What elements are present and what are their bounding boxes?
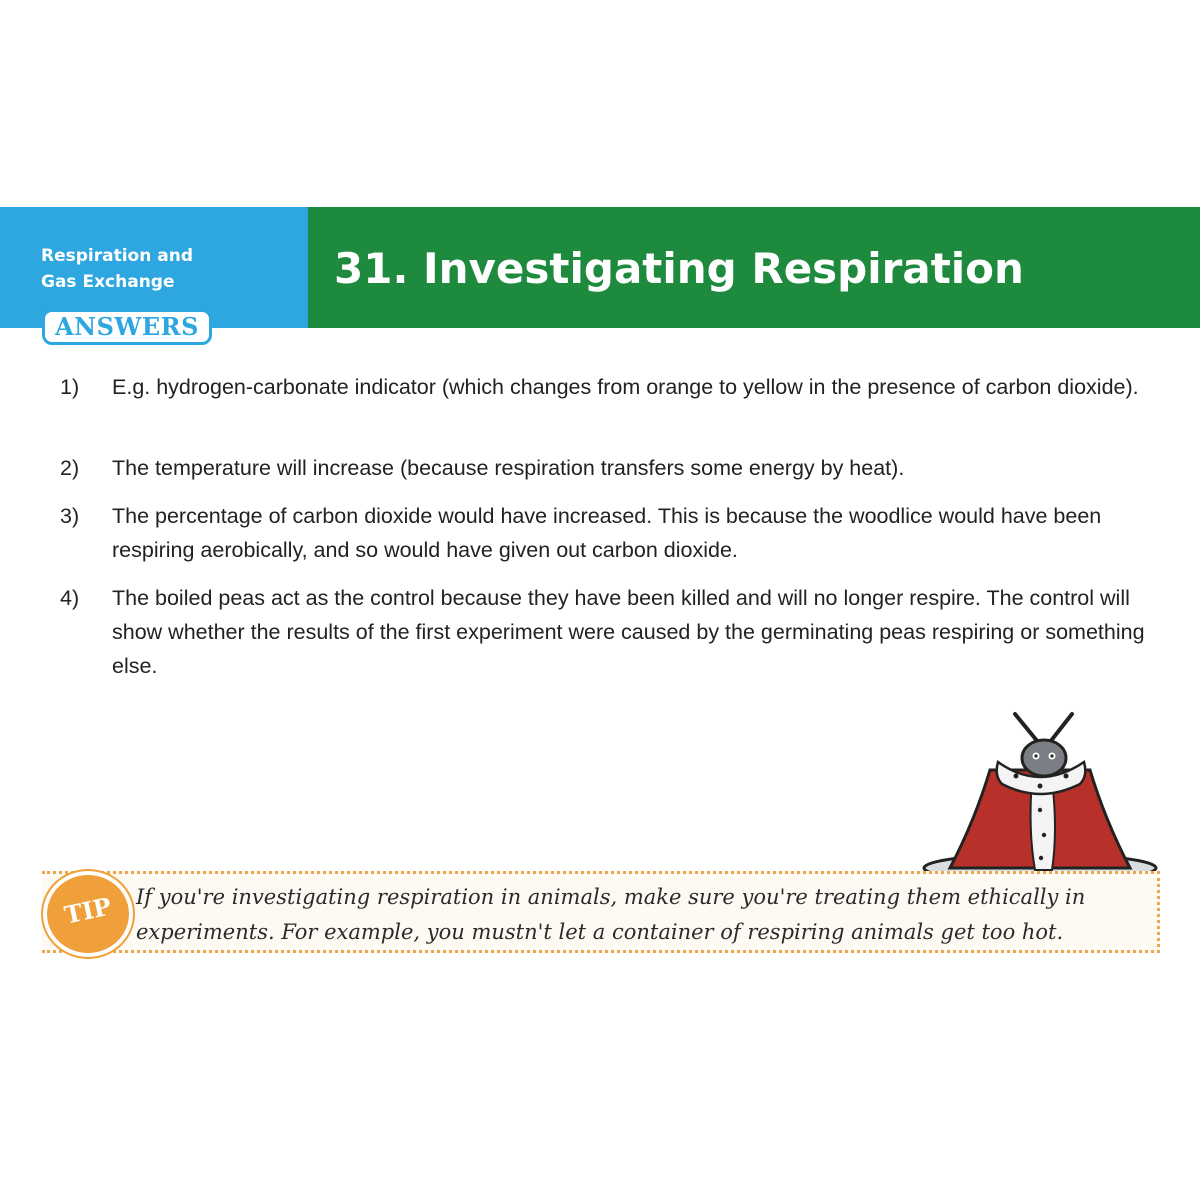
answer-text: The percentage of carbon dioxide would have increased. This is because the woodlice would have been respiring aerobically, and so would have given out carbon dioxide. — [112, 504, 1102, 562]
answers-badge: ANSWERS — [42, 309, 212, 345]
answer-number: 1) — [60, 375, 80, 399]
tip-label: TIP — [61, 891, 114, 930]
answer-text: The temperature will increase (because respiration transfers some energy by heat). — [112, 456, 905, 480]
topic-line-2: Gas Exchange — [41, 272, 175, 292]
answer-item-3 — [60, 499, 1170, 567]
answer-item-4 — [60, 581, 1170, 683]
tip-text: If you're investigating respiration in animals, make sure you're treating them ethically in experiments. For example, you mustn't let a container of respiring animals get too hot. — [136, 885, 1086, 944]
woodlouse-king-icon — [920, 710, 1160, 885]
topic-line-1: Respiration and — [41, 246, 193, 266]
answer-item-1 — [60, 370, 1170, 404]
answer-text: E.g. hydrogen-carbonate indicator (which changes from orange to yellow in the presence of carbon dioxide). — [112, 375, 1139, 399]
answer-number: 2) — [60, 456, 80, 480]
answer-number: 4) — [60, 586, 80, 610]
answer-item-2 — [60, 451, 1170, 485]
answer-text: The boiled peas act as the control because they have been killed and will no longer respire. The control will show whether the results of the first experiment were caused by the germinating peas respiring or something else. — [112, 586, 1145, 678]
page-title: 31. Investigating Respiration — [334, 244, 1024, 293]
topic-label — [41, 243, 271, 295]
answer-number: 3) — [60, 504, 80, 528]
